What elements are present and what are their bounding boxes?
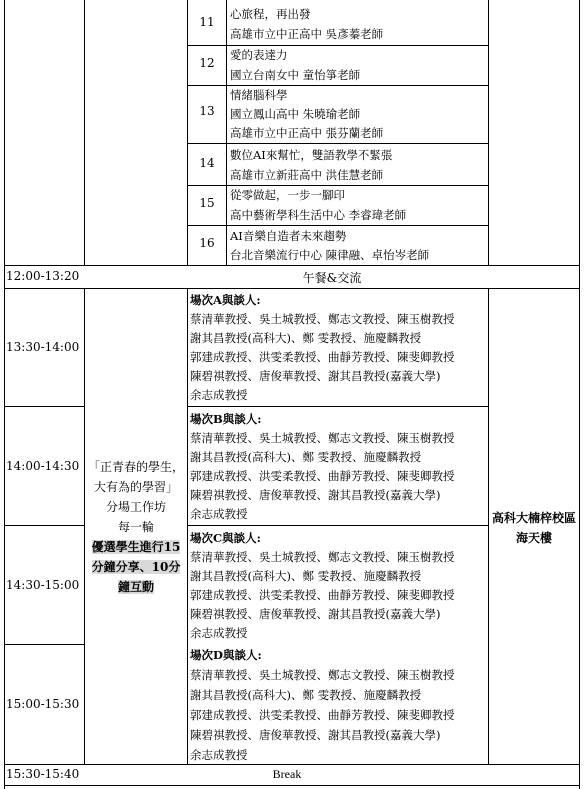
session-speaker: 高中藝術學科生活中心 李睿瑋老師: [230, 208, 407, 222]
panelist-line: 蔡清華教授、吳土城教授、鄭志文教授、陳玉樹教授: [190, 312, 455, 326]
break-label: Break: [272, 767, 302, 781]
session-number: 15: [199, 196, 215, 210]
venue-building: 海天樓: [515, 531, 552, 545]
session-number: 11: [199, 15, 215, 29]
venue-campus: 高科大楠梓校區: [491, 511, 576, 525]
session-speaker: 高雄市立中正高中 張芬蘭老師: [230, 126, 384, 140]
session-number: 16: [199, 236, 215, 250]
session-number: 12: [199, 56, 215, 70]
panelist-line: 蔡清華教授、吳土城教授、鄭志文教授、陳玉樹教授: [190, 550, 455, 564]
lunch-time: 12:00-13:20: [6, 269, 80, 283]
session-title: 心旅程，再出發: [230, 7, 311, 21]
session-title: 情緒腦科學: [230, 88, 288, 102]
panelist-line: 郭建成教授、洪雯柔教授、曲靜芳教授、陳斐卿教授: [190, 708, 455, 722]
round-time: 15:00-15:30: [6, 697, 80, 711]
workshop-line: 每一輪: [117, 520, 154, 534]
panelist-line: 余志成教授: [190, 748, 248, 762]
panelist-line: 陳碧祺教授、唐俊華教授、謝其昌教授(嘉義大學): [190, 369, 441, 383]
round-title: 場次B與談人:: [190, 412, 262, 426]
round-title: 場次D與談人:: [190, 648, 262, 662]
session-speaker: 國立鳳山高中 朱曉瑜老師: [230, 107, 361, 121]
workshop-line: 「正青春的學生，: [87, 460, 184, 474]
lunch-label: 午餐&交流: [302, 271, 362, 285]
panelist-line: 謝其昌教授(高科大)、鄭 雯教授、施慶麟教授: [190, 331, 422, 345]
round-title: 場次A與談人:: [190, 293, 261, 307]
session-number: 14: [199, 156, 215, 170]
round-time: 13:30-14:00: [6, 340, 80, 354]
session-title: 數位AI來幫忙，雙語教學不緊張: [230, 148, 393, 162]
session-number: 13: [199, 104, 215, 118]
panelist-line: 謝其昌教授(高科大)、鄭 雯教授、施慶麟教授: [190, 450, 422, 464]
panelist-line: 郭建成教授、洪雯柔教授、曲靜芳教授、陳斐卿教授: [190, 469, 455, 483]
workshop-highlight-line: 分鐘分享、10分: [91, 560, 181, 574]
round-time: 14:30-15:00: [6, 578, 80, 592]
workshop-line: 大有為的學習」: [93, 480, 178, 494]
panelist-line: 陳碧祺教授、唐俊華教授、謝其昌教授(嘉義大學): [190, 728, 441, 742]
panelist-line: 余志成教授: [190, 507, 248, 521]
session-title: AI音樂自造者未來趨勢: [230, 229, 347, 243]
break-time: 15:30-15:40: [6, 767, 80, 781]
session-title: 愛的表達力: [230, 48, 288, 62]
workshop-line: 分場工作坊: [105, 500, 166, 514]
panelist-line: 蔡清華教授、吳土城教授、鄭志文教授、陳玉樹教授: [190, 668, 455, 682]
session-speaker: 台北音樂流行中心 陳律融、卓怡岑老師: [230, 248, 430, 262]
panelist-line: 陳碧祺教授、唐俊華教授、謝其昌教授(嘉義大學): [190, 607, 441, 621]
panelist-line: 郭建成教授、洪雯柔教授、曲靜芳教授、陳斐卿教授: [190, 588, 455, 602]
session-speaker: 高雄市立中正高中 吳彥蓁老師: [230, 27, 384, 41]
session-title: 從零做起，一步一腳印: [230, 188, 345, 202]
workshop-highlight-line: 鐘互動: [117, 580, 154, 594]
panelist-line: 謝其昌教授(高科大)、鄭 雯教授、施慶麟教授: [190, 688, 422, 702]
panelist-line: 余志成教授: [190, 626, 248, 640]
round-time: 14:00-14:30: [6, 459, 80, 473]
session-speaker: 國立台南女中 童怡箏老師: [230, 68, 361, 82]
panelist-line: 陳碧祺教授、唐俊華教授、謝其昌教授(嘉義大學): [190, 488, 441, 502]
panelist-line: 郭建成教授、洪雯柔教授、曲靜芳教授、陳斐卿教授: [190, 350, 455, 364]
panelist-line: 蔡清華教授、吳土城教授、鄭志文教授、陳玉樹教授: [190, 431, 455, 445]
workshop-highlight-line: 優選學生進行15: [91, 540, 181, 554]
panelist-line: 謝其昌教授(高科大)、鄭 雯教授、施慶麟教授: [190, 569, 422, 583]
panelist-line: 余志成教授: [190, 388, 248, 402]
round-title: 場次C與談人:: [190, 531, 261, 545]
session-speaker: 高雄市立新莊高中 洪佳慧老師: [230, 168, 384, 182]
